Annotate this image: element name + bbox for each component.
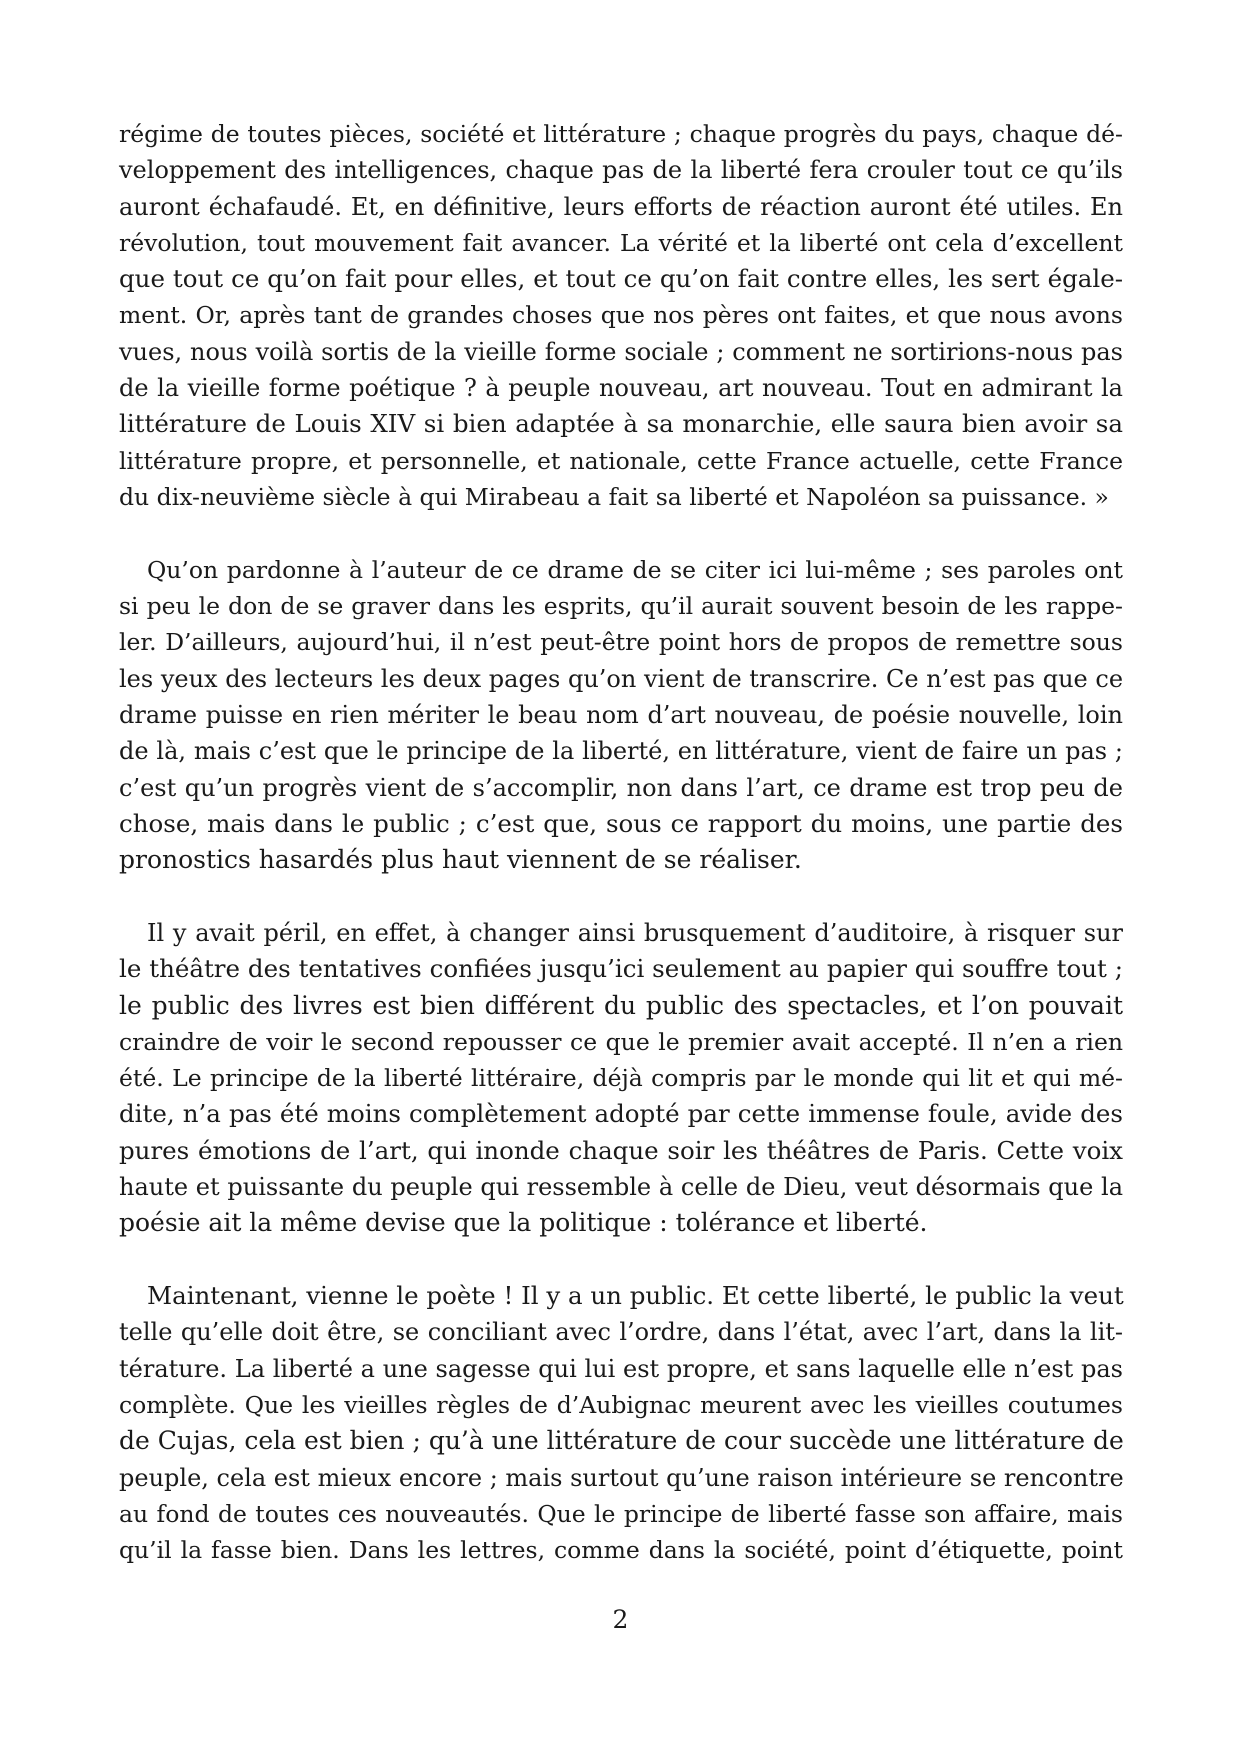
text-line: peuple, cela est mieux encore ; mais surtout qu’une raison intérieure se rencontre [119, 1463, 1124, 1492]
text-line: drame puisse en rien mériter le beau nom d’art nouveau, de poésie nouvelle, loin [119, 700, 1123, 729]
page-number: 2 [612, 1605, 629, 1634]
text-line: térature. La liberté a une sagesse qui lui est propre, et sans laquelle elle n’est pas [119, 1354, 1123, 1383]
text-line: poésie ait la même devise que la politique : tolérance et liberté. [119, 1208, 928, 1238]
text-line: si peu le don de se graver dans les esprits, qu’il aurait souvent besoin de les rappe- [119, 592, 1123, 621]
text-line: auront échafaudé. Et, en définitive, leurs efforts de réaction auront été utiles. En [119, 192, 1123, 221]
text-line: craindre de voir le second repousser ce que le premier avait accepté. Il n’en a rien [119, 1027, 1123, 1056]
text-line: révolution, tout mouvement fait avancer. La vérité et la liberté ont cela d’excellent [119, 228, 1123, 257]
text-line: chose, mais dans le public ; c’est que, sous ce rapport du moins, une partie des [119, 808, 1123, 838]
text-line: de la vieille forme poétique ? à peuple nouveau, art nouveau. Tout en admirant la [119, 374, 1123, 403]
text-line: qu’il la fasse bien. Dans les lettres, comme dans la société, point d’étiquette, point [119, 1536, 1123, 1565]
text-line: les yeux des lecteurs les deux pages qu’on vient de transcrire. Ce n’est pas que ce [119, 664, 1124, 693]
paragraph-peril [119, 915, 1123, 1242]
text-line: ler. D’ailleurs, aujourd’hui, il n’est peut-être point hors de propos de remettre sous [119, 628, 1123, 657]
text-line: littérature propre, et personnelle, et nationale, cette France actuelle, cette France [119, 446, 1123, 475]
text-line: pures émotions de l’art, qui inonde chaque soir les théâtres de Paris. Cette voix [119, 1135, 1123, 1165]
text-line: complète. Que les vieilles règles de d’Aubignac meurent avec les vieilles coutumes [119, 1391, 1123, 1419]
text-line: littérature de Louis XIV si bien adaptée à sa monarchie, elle saura bien avoir sa [119, 409, 1123, 439]
text-line: que tout ce qu’on fait pour elles, et tout ce qu’on fait contre elles, les sert égale- [119, 264, 1123, 294]
text-line: dite, n’a pas été moins complètement adopté par cette immense foule, avide des [119, 1099, 1123, 1129]
paragraph-continuation [119, 116, 1123, 515]
text-line: Qu’on pardonne à l’auteur de ce drame de se citer ici lui-même ; ses paroles ont [147, 555, 1123, 584]
paragraph-spacer [119, 515, 1123, 552]
text-line: le public des livres est bien différent du public des spectacles, et l’on pouvait [119, 990, 1123, 1020]
paragraph-spacer [119, 878, 1123, 915]
paragraph-pardon [119, 552, 1123, 879]
text-line: haute et puissante du peuple qui ressemble à celle de Dieu, veut désormais que la [119, 1173, 1123, 1202]
text-line: veloppement des intelligences, chaque pas de la liberté fera crouler tout ce qu’ils [119, 156, 1123, 185]
text-line: de là, mais c’est que le principe de la liberté, en littérature, vient de faire un pas ; [119, 737, 1123, 766]
text-line: été. Le principe de la liberté littéraire, déjà compris par le monde qui lit et qui mé- [119, 1064, 1123, 1093]
text-line: Maintenant, vienne le poète ! Il y a un public. Et cette liberté, le public la veut [147, 1281, 1124, 1311]
text-body [119, 116, 1123, 1568]
text-line: de Cujas, cela est bien ; qu’à une littérature de cour succède une littérature de [119, 1426, 1124, 1456]
paragraph-spacer [119, 1242, 1123, 1279]
paragraph-maintenant [119, 1278, 1123, 1568]
text-line: Il y avait péril, en effet, à changer ainsi brusquement d’auditoire, à risquer sur [147, 918, 1123, 947]
text-line: vues, nous voilà sortis de la vieille forme sociale ; comment ne sortirions-nous pas [119, 337, 1123, 366]
text-line: au fond de toutes ces nouveautés. Que le principe de liberté fasse son affaire, mais [119, 1499, 1123, 1528]
text-line: du dix-neuvième siècle à qui Mirabeau a fait sa liberté et Napoléon sa puissance. » [119, 482, 1109, 511]
text-line: régime de toutes pièces, société et littérature ; chaque progrès du pays, chaque dé- [119, 120, 1123, 148]
text-line: le théâtre des tentatives confiées jusqu’ici seulement au papier qui souffre tout ; [119, 954, 1123, 984]
text-line: telle qu’elle doit être, se conciliant avec l’ordre, dans l’état, avec l’art, dans la lit- [119, 1318, 1123, 1347]
text-line: c’est qu’un progrès vient de s’accomplir, non dans l’art, ce drame est trop peu de [119, 773, 1123, 802]
text-line: pronostics hasardés plus haut viennent de se réaliser. [119, 845, 802, 875]
text-line: ment. Or, après tant de grandes choses que nos pères ont faites, et que nous avons [119, 301, 1123, 330]
